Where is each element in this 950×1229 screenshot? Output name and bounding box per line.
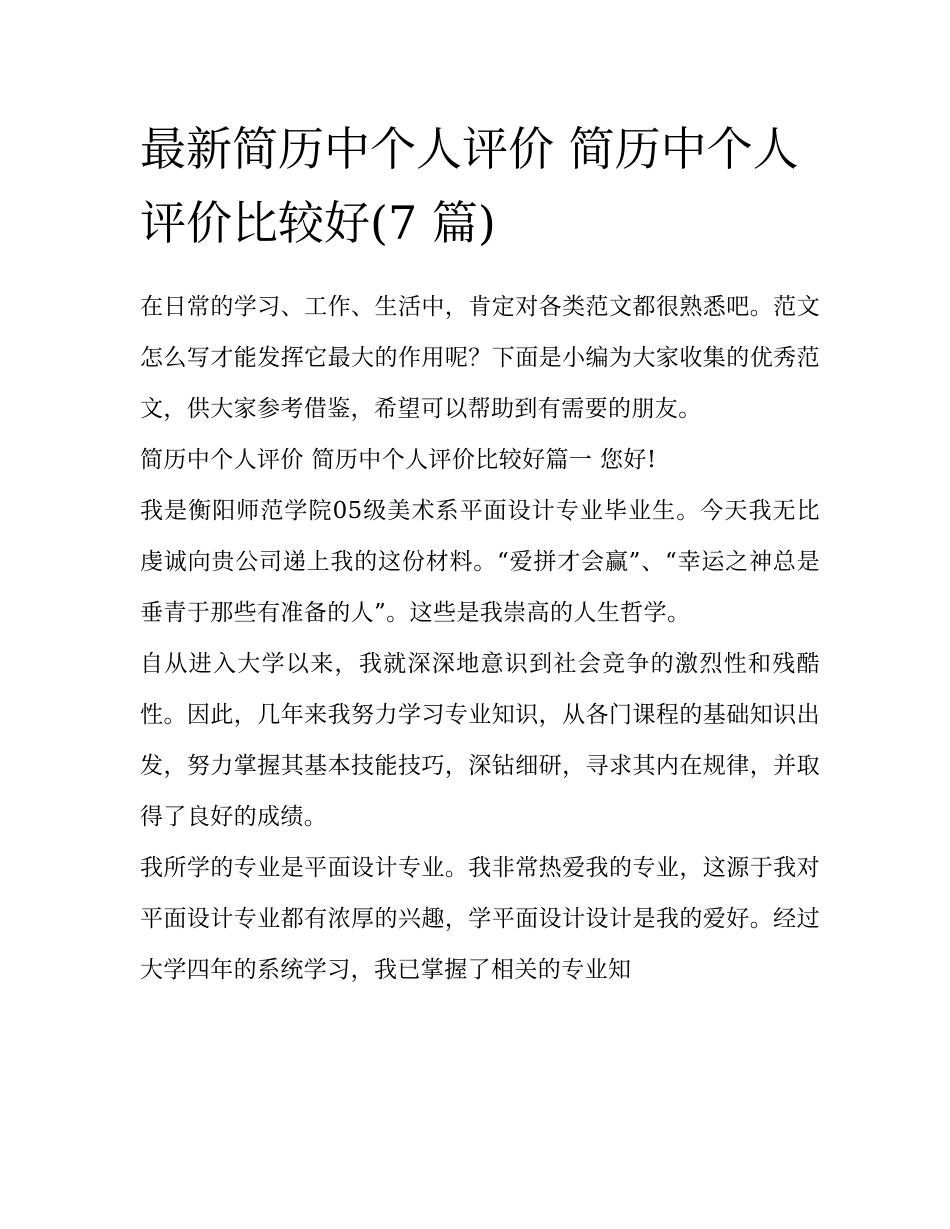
document-body bbox=[140, 282, 820, 996]
paragraph-university-study: 自从进入大学以来，我就深深地意识到社会竞争的激烈性和残酷性。因此，几年来我努力学习专业知识，从各门课程的基础知识出发，努力掌握其基本技能技巧，深钻细研，寻求其内在规律，并取得了良好的成绩。 bbox=[140, 651, 820, 830]
paragraph-self-introduction: 我是衡阳师范学院05级美术系平面设计专业毕业生。今天我无比虔诚向贵公司递上我的这份材料。“爱拼才会赢”、“幸运之神总是垂青于那些有准备的人”。这些是我崇高的人生哲学。 bbox=[140, 498, 820, 626]
paragraph-intro: 在日常的学习、工作、生活中，肯定对各类范文都很熟悉吧。范文怎么写才能发挥它最大的作用呢？下面是小编为大家收集的优秀范文，供大家参考借鉴，希望可以帮助到有需要的朋友。 bbox=[140, 294, 820, 422]
paragraph-section-heading: 简历中个人评价 简历中个人评价比较好篇一 您好! bbox=[140, 447, 657, 473]
document-title: 最新简历中个人评价 简历中个人评价比较好(7 篇) bbox=[140, 122, 799, 250]
paragraph-major: 我所学的专业是平面设计专业。我非常热爱我的专业，这源于我对平面设计专业都有浓厚的兴趣，学平面设计设计是我的爱好。经过大学四年的系统学习，我已掌握了相关的专业知 bbox=[140, 855, 820, 983]
